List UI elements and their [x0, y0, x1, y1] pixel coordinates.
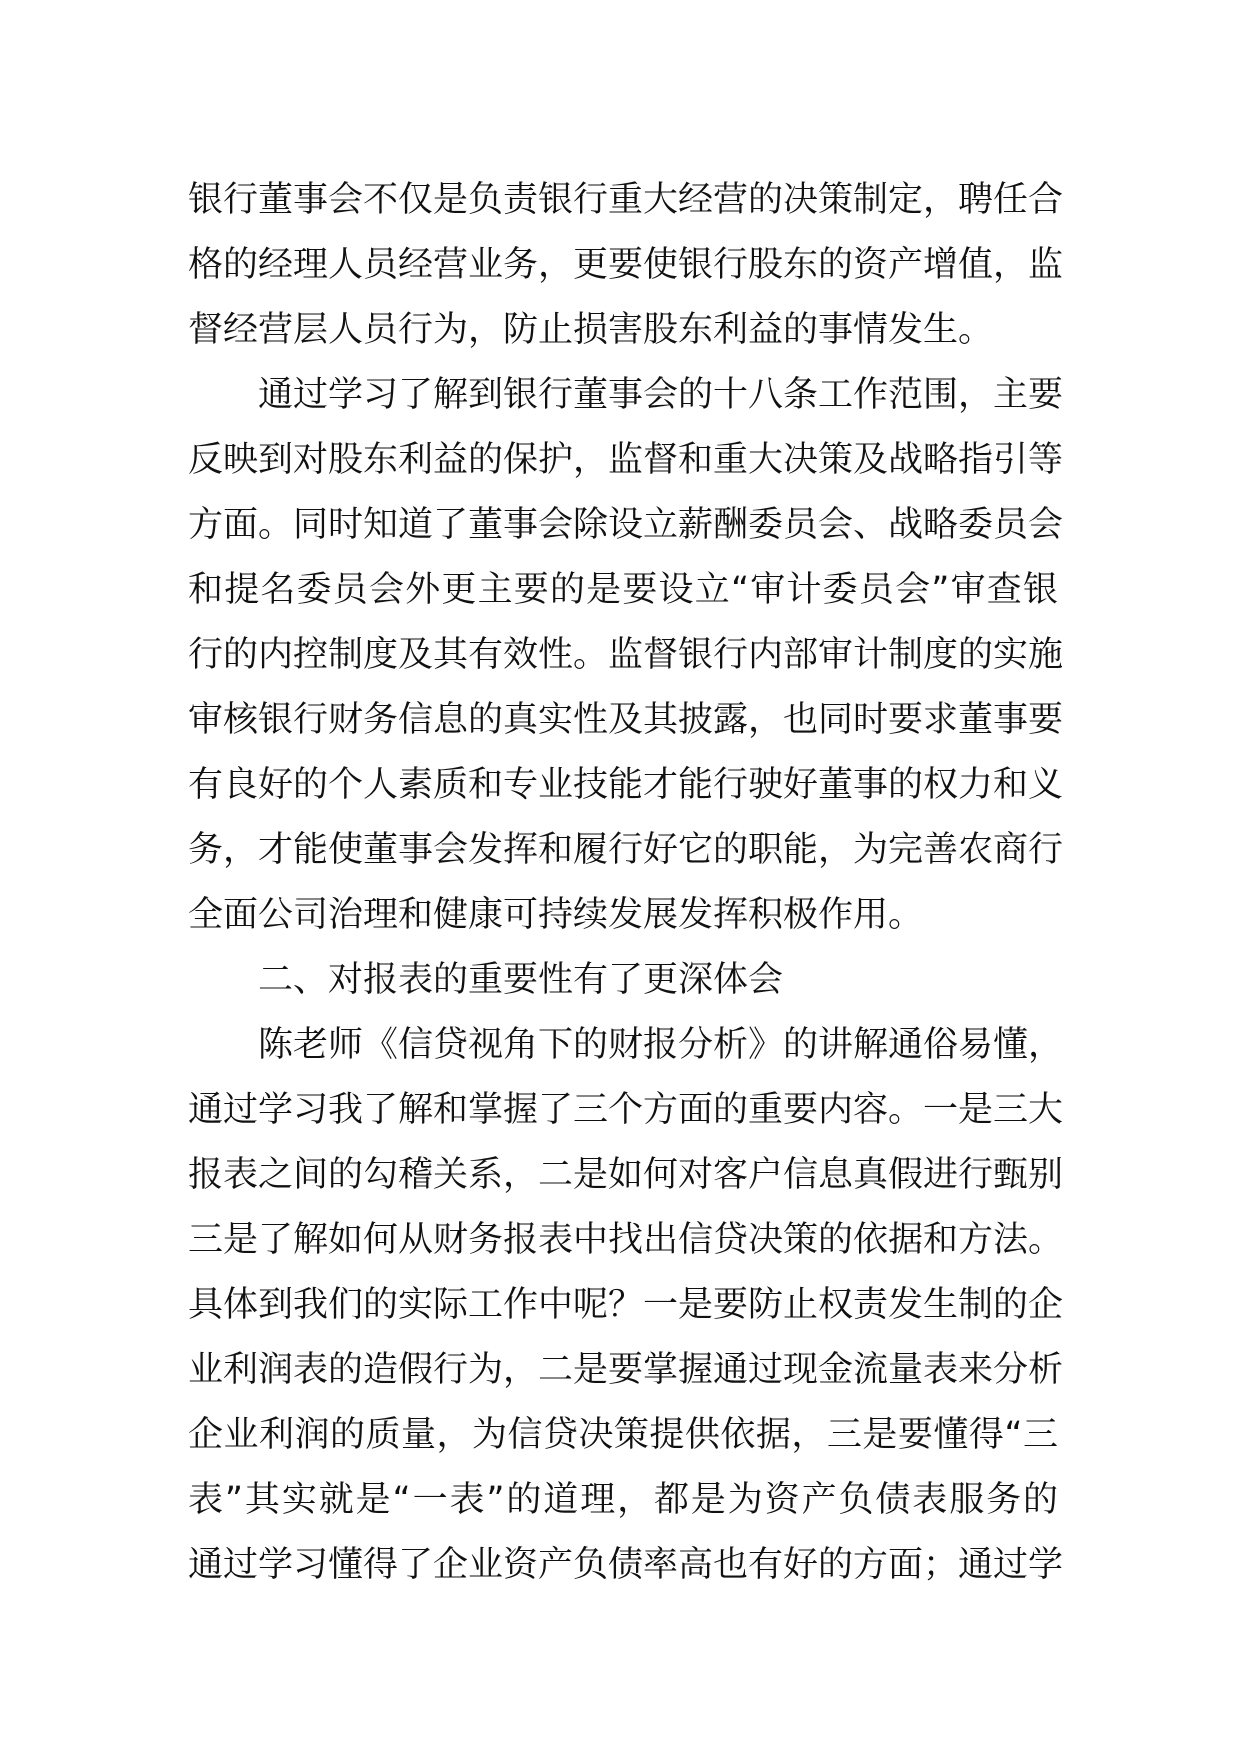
text-line: 方面。同时知道了董事会除设立薪酬委员会、战略委员会 — [188, 505, 1064, 545]
text-line: 通过学习我了解和掌握了三个方面的重要内容。一是三大 — [188, 1090, 1064, 1130]
text-line: 二、对报表的重要性有了更深体会 — [258, 960, 784, 1000]
text-line: 银行董事会不仅是负责银行重大经营的决策制定，聘任合 — [188, 180, 1064, 220]
text-line: 和提名委员会外更主要的是要设立“审计委员会”审查银 — [188, 570, 1058, 610]
text-line: 行的内控制度及其有效性。监督银行内部审计制度的实施 — [188, 635, 1064, 675]
text-line: 格的经理人员经营业务，更要使银行股东的资产增值，监 — [188, 245, 1064, 285]
text-line: 务，才能使董事会发挥和履行好它的职能，为完善农商行 — [188, 830, 1064, 870]
body-text — [188, 168, 1064, 1598]
text-line: 有良好的个人素质和专业技能才能行驶好董事的权力和义 — [188, 765, 1064, 805]
text-line: 督经营层人员行为，防止损害股东利益的事情发生。 — [188, 310, 994, 350]
text-line: 全面公司治理和健康可持续发展发挥积极作用。 — [188, 895, 924, 935]
text-line: 反映到对股东利益的保护，监督和重大决策及战略指引等 — [188, 440, 1064, 480]
text-line: 审核银行财务信息的真实性及其披露，也同时要求董事要 — [188, 700, 1064, 740]
text-line: 表”其实就是“一表”的道理，都是为资产负债表服务的 — [188, 1480, 1058, 1520]
text-line: 通过学习了解到银行董事会的十八条工作范围，主要 — [258, 375, 1064, 415]
text-line: 三是了解如何从财务报表中找出信贷决策的依据和方法。 — [188, 1220, 1064, 1260]
text-line: 业利润表的造假行为，二是要掌握通过现金流量表来分析 — [188, 1350, 1064, 1390]
text-line: 通过学习懂得了企业资产负债率高也有好的方面；通过学 — [188, 1545, 1064, 1585]
text-line: 企业利润的质量，为信贷决策提供依据，三是要懂得“三 — [188, 1415, 1058, 1455]
text-line: 报表之间的勾稽关系，二是如何对客户信息真假进行甄别 — [188, 1155, 1064, 1195]
text-line: 具体到我们的实际工作中呢？一是要防止权责发生制的企 — [188, 1285, 1064, 1325]
text-line: 陈老师《信贷视角下的财报分析》的讲解通俗易懂， — [258, 1025, 1064, 1065]
